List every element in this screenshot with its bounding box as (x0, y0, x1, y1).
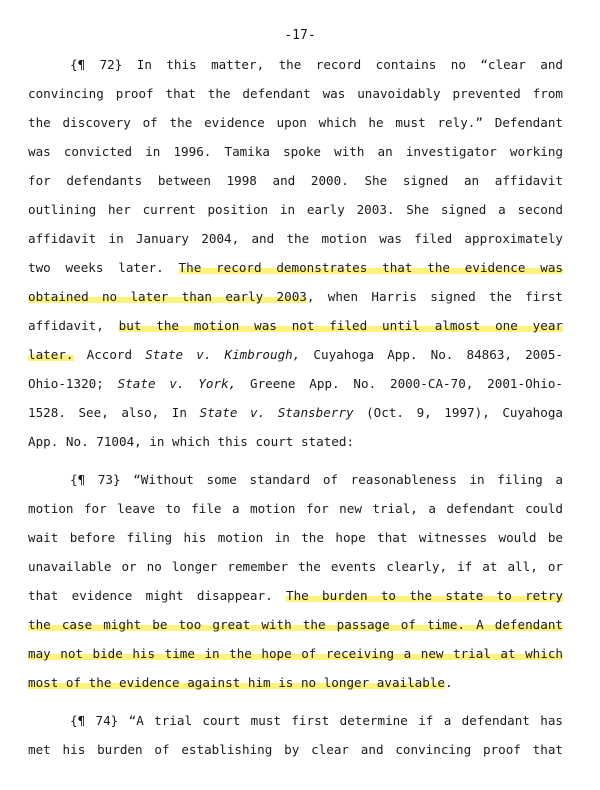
highlighted-text: The burden to the state to retry (285, 588, 563, 603)
text-line (28, 229, 563, 249)
line-text: App. No. 71004, in which this court stated: (28, 434, 355, 449)
line-text: outlining her current position in early 2003. She signed a second (28, 202, 563, 217)
line-text: was convicted in 1996. Tamika spoke with an investigator working (28, 144, 563, 159)
text-line (28, 615, 563, 635)
line-text: Cuyahoga App. No. 84863, 2005- (300, 347, 563, 362)
highlighted-text: may not bide his time in the hope of receiving a new trial at which (28, 646, 563, 661)
line-text: affidavit, (28, 318, 119, 333)
line-text: , when Harris signed the first (306, 289, 563, 304)
text-line (28, 740, 563, 760)
text-line (28, 673, 563, 693)
text-line (28, 528, 563, 548)
line-text: (Oct. 9, 1997), Cuyahoga (353, 405, 563, 420)
text-line (28, 403, 563, 423)
highlighted-text: obtained no later than early 2003 (28, 289, 307, 304)
text-line (28, 499, 563, 519)
line-text: met his burden of establishing by clear and convincing proof that (28, 742, 563, 757)
text-line (28, 287, 563, 307)
highlighted-text: later. (28, 347, 74, 362)
line-text: Accord (73, 347, 146, 362)
line-text: convincing proof that the defendant was unavoidably prevented from (28, 86, 563, 101)
page-number: -17- (284, 28, 316, 43)
text-line (28, 345, 563, 365)
text-line (28, 200, 563, 220)
text-line (28, 113, 563, 133)
text-line (28, 374, 563, 394)
line-text: motion for leave to file a motion for new trial, a defendant could (28, 501, 563, 516)
line-text: 1528. See, also, In (28, 405, 200, 420)
text-line (28, 171, 563, 191)
text-line (70, 55, 563, 75)
line-text: Greene App. No. 2000-CA-70, 2001-Ohio- (236, 376, 563, 391)
text-line (28, 432, 563, 452)
text-line (70, 711, 563, 731)
line-text: two weeks later. (28, 260, 179, 275)
text-line (28, 84, 563, 104)
highlighted-text: most of the evidence against him is no longer available (28, 675, 446, 690)
text-line (28, 142, 563, 162)
text-line (70, 470, 563, 490)
text-line (28, 258, 563, 278)
line-text: that evidence might disappear. (28, 588, 286, 603)
case-citation: State v. York, (117, 376, 237, 391)
highlighted-text: the case might be too great with the passage of time. A defendant (28, 617, 563, 632)
highlighted-text: The record demonstrates that the evidence was (178, 260, 563, 275)
text-line (28, 316, 563, 336)
highlighted-text: but the motion was not filed until almost one year (118, 318, 563, 333)
case-citation: State v. Stansberry (199, 405, 354, 420)
line-text: unavailable or no longer remember the events clearly, if at all, or (28, 559, 563, 574)
line-text: {¶ 72} In this matter, the record contains no “clear and (70, 57, 563, 72)
case-citation: State v. Kimbrough, (145, 347, 301, 362)
line-text: . (445, 675, 453, 690)
line-text: for defendants between 1998 and 2000. She signed an affidavit (28, 173, 563, 188)
text-line (28, 586, 563, 606)
line-text: {¶ 74} “A trial court must first determine if a defendant has (70, 713, 563, 728)
text-line (28, 644, 563, 664)
line-text: Ohio-1320; (28, 376, 118, 391)
line-text: affidavit in January 2004, and the motion was filed approximately (28, 231, 563, 246)
line-text: wait before filing his motion in the hope that witnesses would be (28, 530, 563, 545)
line-text: the discovery of the evidence upon which he must rely.” Defendant (28, 115, 563, 130)
text-line (28, 557, 563, 577)
line-text: {¶ 73} “Without some standard of reasonableness in filing a (70, 472, 563, 487)
